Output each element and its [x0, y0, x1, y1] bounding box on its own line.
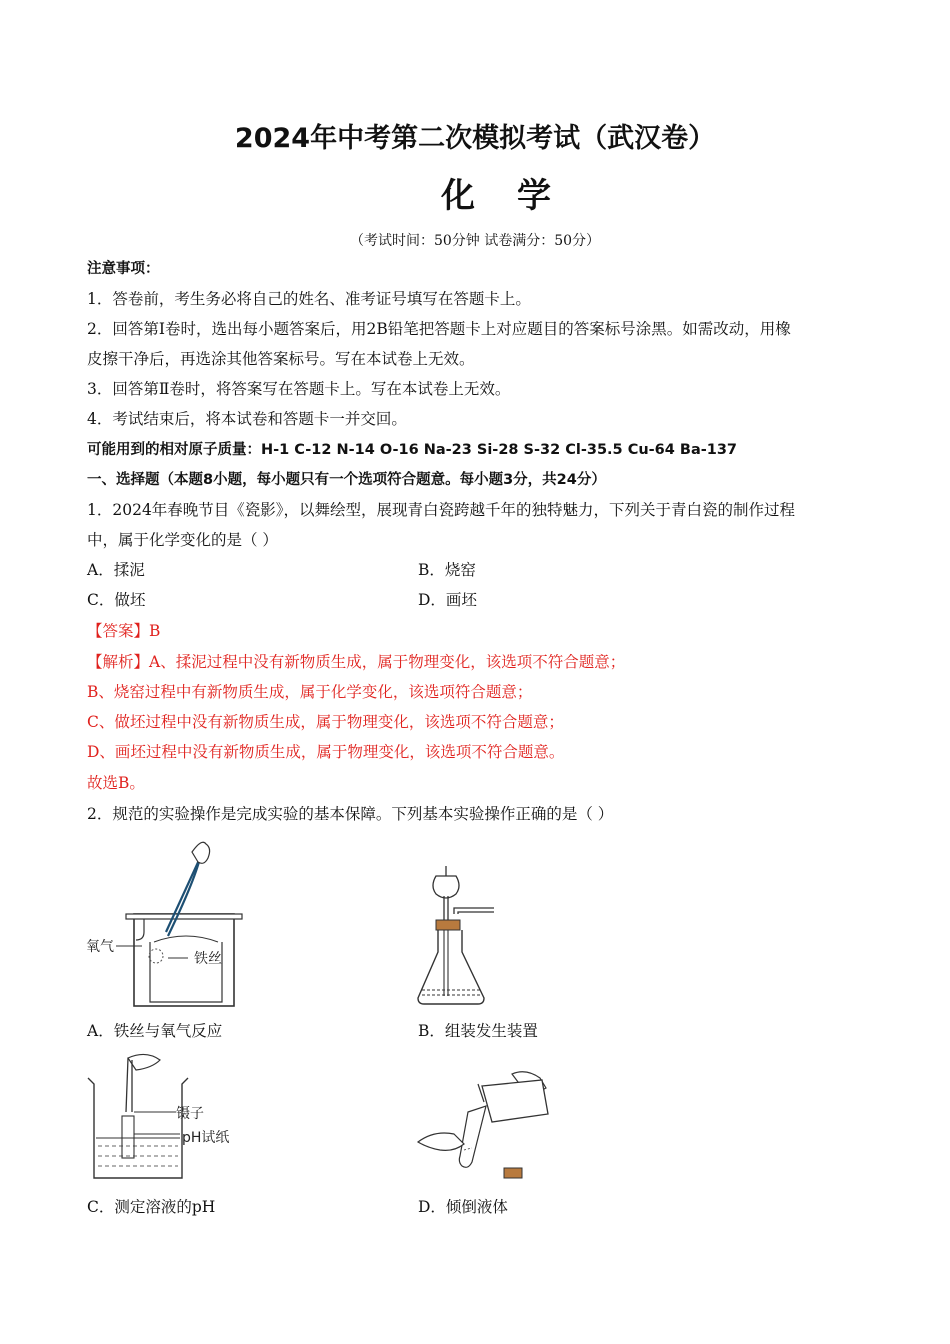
note-item: 4．考试结束后，将本试卷和答题卡一并交回。	[87, 410, 407, 428]
note-item: 2．回答第Ⅰ卷时，选出每小题答案后，用2B铅笔把答题卡上对应题目的答案标号涂黑。如需改动，用橡	[87, 320, 791, 338]
label-ph-paper: pH试纸	[182, 1130, 230, 1146]
q1-option-d: D．画坯	[418, 591, 477, 609]
q1-analysis-line: C、做坯过程中没有新物质生成，属于物理变化，该选项不符合题意；	[87, 713, 564, 731]
label-oxygen: 氧气	[86, 939, 114, 955]
q2-option-b: B．组装发生装置	[418, 1022, 538, 1040]
subject-title: 化学	[441, 176, 593, 216]
note-item: 1．答卷前，考生务必将自己的姓名、准考证号填写在答题卡上。	[87, 290, 531, 308]
label-iron-wire: 铁丝	[194, 951, 222, 967]
analysis-label: 【解析】	[87, 653, 150, 671]
q1-option-c: C．做坯	[87, 591, 146, 609]
question-2-stem: 2．规范的实验操作是完成实验的基本保障。下列基本实验操作正确的是（ ）	[87, 805, 614, 823]
notes-heading: 注意事项：	[87, 261, 160, 277]
q1-answer: 【答案】B	[87, 622, 161, 640]
note-item: 皮擦干净后，再选涂其他答案标号。写在本试卷上无效。	[87, 350, 475, 368]
q2-option-a: A．铁丝与氧气反应	[87, 1022, 223, 1040]
atomic-masses: 可能用到的相对原子质量：H-1 C-12 N-14 O-16 Na-23 Si-28 S-32 Cl-35.5 Cu-64 Ba-137	[87, 442, 738, 458]
question-1-stem: 1．2024年春晚节目《瓷影》，以舞绘型，展现青白瓷跨越千年的独特魅力，下列关于青白瓷的制作过程	[87, 501, 796, 519]
note-item: 3．回答第Ⅱ卷时，将答案写在答题卡上。写在本试卷上无效。	[87, 380, 511, 398]
figure-pouring-liquid	[412, 1066, 562, 1186]
analysis-text: A、揉泥过程中没有新物质生成，属于物理变化，该选项不符合题意；	[149, 653, 626, 671]
section-heading: 一、选择题（本题8小题，每小题只有一个选项符合题意。每小题3分，共24分）	[87, 472, 606, 488]
q1-analysis-line: B、烧窑过程中有新物质生成，属于化学变化，该选项符合题意；	[87, 683, 533, 701]
figure-ph-measurement	[82, 1050, 242, 1190]
q1-analysis-line	[87, 651, 867, 673]
label-tweezers: 镊子	[176, 1106, 204, 1122]
q1-option-a: A．揉泥	[87, 561, 145, 579]
question-1-stem: 中，属于化学变化的是（ ）	[87, 531, 278, 549]
figure-generator-apparatus	[410, 862, 520, 1012]
q2-option-d: D．倾倒液体	[418, 1198, 508, 1216]
q2-option-c: C．测定溶液的pH	[87, 1198, 216, 1216]
q1-analysis-line: D、画坯过程中没有新物质生成，属于物理变化，该选项不符合题意。	[87, 743, 565, 761]
q1-option-b: B．烧窑	[418, 561, 476, 579]
figure-iron-wire-oxygen	[82, 832, 252, 1014]
q1-conclusion: 故选B。	[87, 774, 145, 792]
page-title: 2024年中考第二次模拟考试（武汉卷）	[234, 123, 716, 154]
exam-info: （考试时间：50分钟 试卷满分：50分）	[349, 233, 601, 249]
